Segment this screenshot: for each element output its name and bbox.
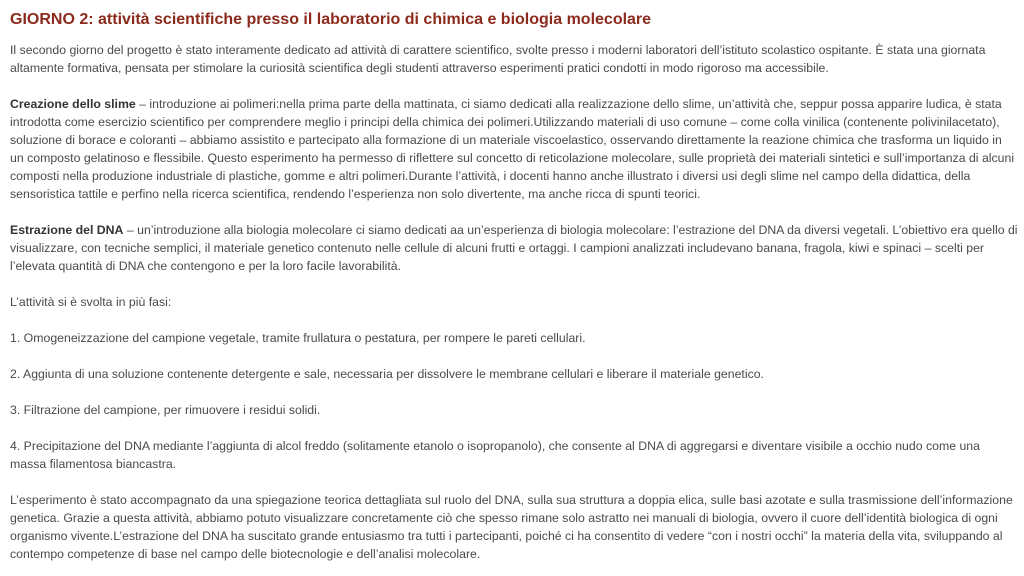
phases-intro: L’attività si è svolta in più fasi:: [10, 295, 172, 309]
conclusion-paragraph: L’esperimento è stato accompagnato da una spiegazione teorica dettagliata sul ruolo del DNA, sulla sua struttura a doppia elica, sulle basi azotate e sulla trasmissione dell’informazione genetica. Grazie a questa attività, abbiamo potuto visualizzare concretamente ciò che spesso rimane solo astratto nei manuali di biologia, ovvero il cuore dell’identità biologica di ogni organismo vivente.L’estrazione del DNA ha suscitato grande entusiasmo tra tutti i partecipanti, poiché ci ha consentito di vedere “con i nostri occhi” la materia della vita, sviluppando al contempo competenze di base nel campo delle biotecnologie e dell’analisi molecolare.: [10, 493, 1013, 561]
step-item: 3. Filtrazione del campione, per rimuovere i residui solidi.: [10, 403, 321, 417]
intro-paragraph: Il secondo giorno del progetto è stato interamente dedicato ad attività di carattere scientifico, svolte presso i moderni laboratori dell’istituto scolastico ospitante. È stata una giornata altamente formativa, pensata per stimolare la curiosità scientifica degli studenti attraverso esperimenti pratici condotti in modo rigoroso ma accessibile.: [10, 43, 986, 75]
article-body: [10, 41, 1018, 576]
slime-heading: Creazione dello slime: [10, 97, 136, 111]
slime-text: – introduzione ai polimeri:nella prima parte della mattinata, ci siamo dedicati alla realizzazione dello slime, un’attività che, seppur possa apparire ludica, è stata introdotta come esercizio scientifico per comprendere meglio i principi della chimica dei polimeri.Utilizzando materiali di uso comune – come colla vinilica (contenente polivinilacetato), soluzione di borace e coloranti – abbiamo assistito e partecipato alla formazione di un materiale viscoelastico, osservando direttamente la reazione chimica che trasforma un liquido in un composto gelatinoso e flessibile. Questo esperimento ha permesso di riflettere sul concetto di reticolazione molecolare, sulle proprietà dei materiali sintetici e sull’importanza di alcuni composti nella produzione industriale di plastiche, gomme e altri polimeri.Durante l’attività, i docenti hanno anche illustrato i diversi usi degli slime nel campo della didattica, della sensoristica tattile e perfino nella ricerca scientifica, rendendo l’esperienza non solo divertente, ma anche ricca di spunti teorici.: [10, 97, 1015, 201]
page-title: GIORNO 2: attività scientifiche presso il laboratorio di chimica e biologia molecolare: [10, 11, 652, 28]
dna-text: – un’introduzione alla biologia molecolare ci siamo dedicati aa un’esperienza di biologia molecolare: l’estrazione del DNA da diversi vegetali. L’obiettivo era quello di visualizzare, con tecniche semplici, il materiale genetico contenuto nelle cellule di alcuni frutti e ortaggi. I campioni analizzati includevano banana, fragola, kiwi e spinaci – scelti per l’elevata quantità di DNA che contengono e per la loro facile lavorabilità.: [10, 223, 1018, 273]
slime-paragraph: [10, 95, 1018, 203]
step-item: 1. Omogeneizzazione del campione vegetale, tramite frullatura o pestatura, per rompere le pareti cellulari.: [10, 331, 586, 345]
step-item: 4. Precipitazione del DNA mediante l’aggiunta di alcol freddo (solitamente etanolo o isopropanolo), che consente al DNA di aggregarsi e diventare visibile a occhio nudo come una massa filamentosa biancastra.: [10, 439, 980, 471]
dna-paragraph: [10, 221, 1018, 275]
step-item: 2. Aggiunta di una soluzione contenente detergente e sale, necessaria per dissolvere le membrane cellulari e liberare il materiale genetico.: [10, 367, 764, 381]
dna-heading: Estrazione del DNA: [10, 223, 124, 237]
